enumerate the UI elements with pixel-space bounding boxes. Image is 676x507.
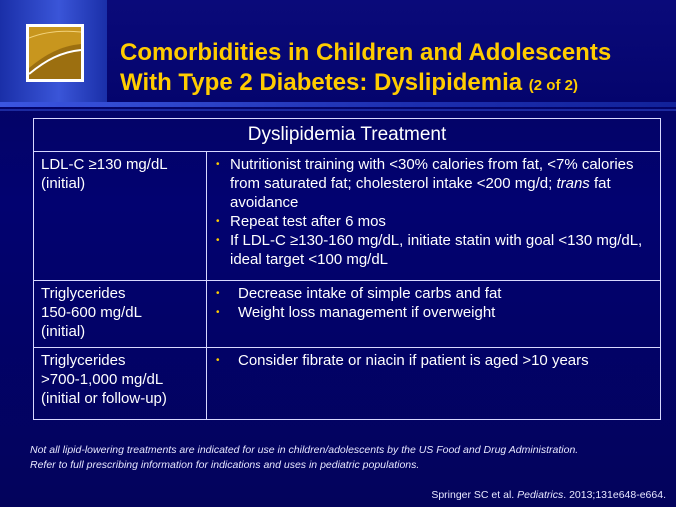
table-row — [34, 152, 660, 281]
condition-line: 150-600 mg/dL — [41, 304, 142, 321]
citation-details: . 2013;131e648-e664. — [563, 489, 666, 501]
bullet-text: Repeat test after 6 mos — [230, 213, 386, 230]
list-item — [216, 155, 654, 212]
bullet-icon: • — [216, 355, 220, 366]
table-row — [34, 348, 660, 419]
logo-panel — [0, 0, 107, 107]
footnote-line: Not all lipid-lowering treatments are indicated for use in children/adolescents by the US Food and Drug Administration. — [30, 444, 579, 456]
bullet-text-part: Nutritionist training with <30% calories from fat, <7% calories from saturated fat; cholesterol intake <200 mg/d; — [230, 156, 634, 192]
list-item — [216, 284, 654, 303]
logo-icon — [26, 24, 84, 82]
slide-title — [120, 38, 670, 101]
bullet-icon: • — [216, 235, 220, 246]
treatment-table — [33, 118, 661, 420]
condition-line: (initial) — [41, 323, 86, 340]
header-rule-thin — [0, 109, 676, 111]
bullet-text: If LDL-C ≥130-160 mg/dL, initiate statin with goal <130 mg/dL, ideal target <100 mg/dL — [230, 232, 643, 268]
condition-line: LDL-C ≥130 mg/dL — [41, 156, 168, 173]
condition-cell — [34, 152, 207, 280]
title-line-2 — [120, 68, 670, 101]
footnote — [30, 443, 650, 473]
treatment-cell — [208, 152, 660, 269]
bullet-icon: • — [216, 288, 220, 299]
title-line-1: Comorbidities in Children and Adolescents — [120, 39, 612, 66]
condition-line: (initial) — [41, 175, 86, 192]
condition-line: >700-1,000 mg/dL — [41, 371, 164, 388]
title-line-2-text: With Type 2 Diabetes: Dyslipidemia — [120, 69, 523, 96]
title-suffix: (2 of 2) — [528, 77, 578, 94]
condition-line: Triglycerides — [41, 285, 126, 302]
list-item — [216, 231, 654, 269]
header-rule — [0, 102, 676, 107]
citation-journal: Pediatrics — [517, 489, 564, 501]
condition-line: (initial or follow-up) — [41, 390, 167, 407]
bullet-icon: • — [216, 307, 220, 318]
bullet-text: Weight loss management if overweight — [238, 304, 496, 321]
list-item — [216, 351, 654, 370]
list-item — [216, 212, 654, 231]
bullet-text: Consider fibrate or niacin if patient is aged >10 years — [238, 352, 589, 369]
condition-cell — [34, 281, 207, 347]
table-row — [34, 281, 660, 348]
condition-cell — [34, 348, 207, 419]
citation — [431, 489, 666, 501]
bullet-text-part: fat avoidance — [230, 175, 611, 211]
bullet-text — [230, 155, 654, 212]
table-heading: Dyslipidemia Treatment — [34, 119, 660, 152]
treatment-cell — [208, 348, 660, 370]
bullet-icon: • — [216, 216, 220, 227]
treatment-cell — [208, 281, 660, 322]
list-item — [216, 303, 654, 322]
bullet-icon: • — [216, 159, 220, 170]
citation-authors: Springer SC et al. — [431, 489, 518, 501]
bullet-text: Decrease intake of simple carbs and fat — [238, 285, 502, 302]
bullet-text-emphasis: trans — [556, 175, 590, 192]
footnote-line: Refer to full prescribing information for indications and uses in pediatric populations. — [30, 459, 420, 471]
condition-line: Triglycerides — [41, 352, 126, 369]
